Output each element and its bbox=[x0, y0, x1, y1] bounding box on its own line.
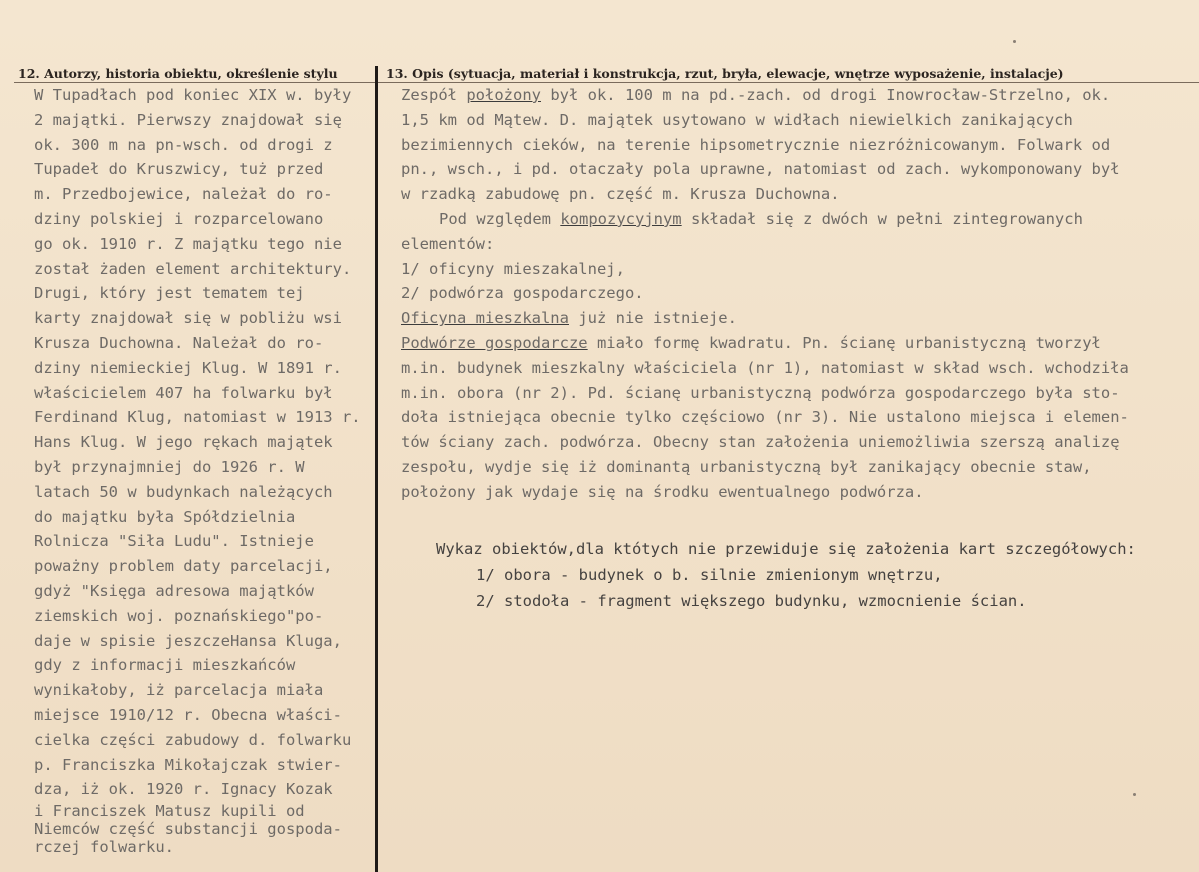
description-column bbox=[401, 83, 1191, 505]
text-line: Podwórze gospodarcze miało formę kwadratu. Pn. ścianę urbanistyczną tworzył bbox=[401, 333, 1101, 352]
text-line: 1/ oficyny mieszakalnej, bbox=[401, 259, 625, 278]
text-line: Hans Klug. W jego rękach majątek bbox=[34, 433, 333, 452]
text-line: gdy z informacji mieszkańców bbox=[34, 656, 296, 675]
text-line: i Franciszek Matusz kupili od bbox=[34, 802, 305, 821]
text-line: doła istniejąca obecnie tylko częściowo (nr 3). Nie ustalono miejsca i elemen- bbox=[401, 408, 1129, 427]
text-line: m. Przedbojewice, należał do ro- bbox=[34, 185, 333, 204]
text-line: Oficyna mieszkalna już nie istnieje. bbox=[401, 309, 737, 328]
text-line: ziemskich woj. poznańskiego"po- bbox=[34, 606, 324, 625]
text-line: właścicielem 407 ha folwarku był bbox=[34, 383, 333, 402]
text-line: był przynajmniej do 1926 r. W bbox=[34, 457, 305, 476]
section-13-header: 13. Opis (sytuacja, materiał i konstrukcja, rzut, bryła, elewacje, wnętrze wyposażenie, instalacje) bbox=[386, 66, 1064, 81]
list-item: 1/ obora - budynek o b. silnie zmienionym wnętrzu, bbox=[476, 566, 943, 584]
text-line: został żaden element architektury. bbox=[34, 259, 352, 278]
text-line: wynikałoby, iż parcelacja miała bbox=[34, 681, 324, 700]
text-line: 2/ podwórza gospodarczego. bbox=[401, 284, 644, 303]
section-12-header: 12. Autorzy, historia obiektu, określenie stylu bbox=[18, 66, 338, 81]
text-line: 1,5 km od Mątew. D. majątek usytowano w widłach niewielkich zanikających bbox=[401, 110, 1073, 129]
text-line: p. Franciszka Mikołajczak stwier- bbox=[34, 755, 342, 774]
text-line: Krusza Duchowna. Należał do ro- bbox=[34, 333, 324, 352]
text-line: gdyż "Księga adresowa majątków bbox=[34, 581, 314, 600]
text-line: poważny problem daty parcelacji, bbox=[34, 557, 333, 576]
text-line: pn., wsch., i pd. otaczały pola uprawne, natomiast od zach. wykomponowany był bbox=[401, 160, 1120, 179]
text-line: Pod względem kompozycyjnym składał się z dwóch w pełni zintegrowanych bbox=[439, 209, 1083, 228]
text-line: do majątku była Spółdzielnia bbox=[34, 507, 296, 526]
text-line: Niemców część substancji gospoda- bbox=[34, 820, 342, 839]
text-line: ok. 300 m na pn-wsch. od drogi z bbox=[34, 135, 333, 154]
text-line: Zespół położony był ok. 100 m na pd.-zach. od drogi Inowrocław-Strzelno, ok. bbox=[401, 86, 1111, 104]
text-line: położony jak wydaje się na środku ewentualnego podwórza. bbox=[401, 482, 924, 501]
text-line: w rzadką zabudowę pn. część m. Krusza Duchowna. bbox=[401, 185, 840, 204]
text-line: tów ściany zach. podwórza. Obecny stan założenia uniemożliwia szerszą analizę bbox=[401, 433, 1120, 452]
text-line: latach 50 w budynkach należących bbox=[34, 482, 333, 501]
text-line: Drugi, który jest tematem tej bbox=[34, 284, 305, 303]
history-column bbox=[34, 83, 379, 856]
text-line: dziny polskiej i rozparcelowano bbox=[34, 209, 324, 228]
text-line: m.in. budynek mieszkalny właściciela (nr 1), natomiast w skład wsch. wchodziła bbox=[401, 358, 1129, 377]
objects-list bbox=[436, 536, 1136, 614]
text-line: dziny niemieckiej Klug. W 1891 r. bbox=[34, 358, 342, 377]
paper-speck bbox=[1133, 793, 1136, 796]
text-line: rczej folwarku. bbox=[34, 838, 174, 857]
text-line: Tupadeł do Kruszwicy, tuż przed bbox=[34, 160, 324, 179]
text-line: Ferdinand Klug, natomiast w 1913 r. bbox=[34, 408, 361, 427]
text-line: karty znajdował się w pobliżu wsi bbox=[34, 309, 342, 328]
text-line: cielka części zabudowy d. folwarku bbox=[34, 730, 352, 749]
objects-list-heading: Wykaz obiektów,dla któtych nie przewiduje się założenia kart szczegółowych: bbox=[436, 540, 1136, 558]
text-line: m.in. obora (nr 2). Pd. ścianę urbanistyczną podwórza gospodarczego była sto- bbox=[401, 383, 1120, 402]
text-line: 2 majątki. Pierwszy znajdował się bbox=[34, 110, 342, 129]
text-line: W Tupadłach pod koniec XIX w. były bbox=[34, 86, 352, 104]
text-line: dza, iż ok. 1920 r. Ignacy Kozak bbox=[34, 780, 333, 799]
text-line: miejsce 1910/12 r. Obecna właści- bbox=[34, 705, 342, 724]
text-line: daje w spisie jeszczeHansa Kluga, bbox=[34, 631, 342, 650]
text-line: go ok. 1910 r. Z majątku tego nie bbox=[34, 234, 342, 253]
paper-speck bbox=[1013, 40, 1016, 43]
text-line: bezimiennych cieków, na terenie hipsometrycznie niezróżnicowanym. Folwark od bbox=[401, 135, 1111, 154]
text-line: elementów: bbox=[401, 234, 495, 253]
list-item: 2/ stodoła - fragment większego budynku, wzmocnienie ścian. bbox=[476, 592, 1027, 610]
text-line: Rolnicza "Siła Ludu". Istnieje bbox=[34, 532, 314, 551]
text-line: zespołu, wydje się iż dominantą urbanistyczną był zanikający obecnie staw, bbox=[401, 457, 1092, 476]
